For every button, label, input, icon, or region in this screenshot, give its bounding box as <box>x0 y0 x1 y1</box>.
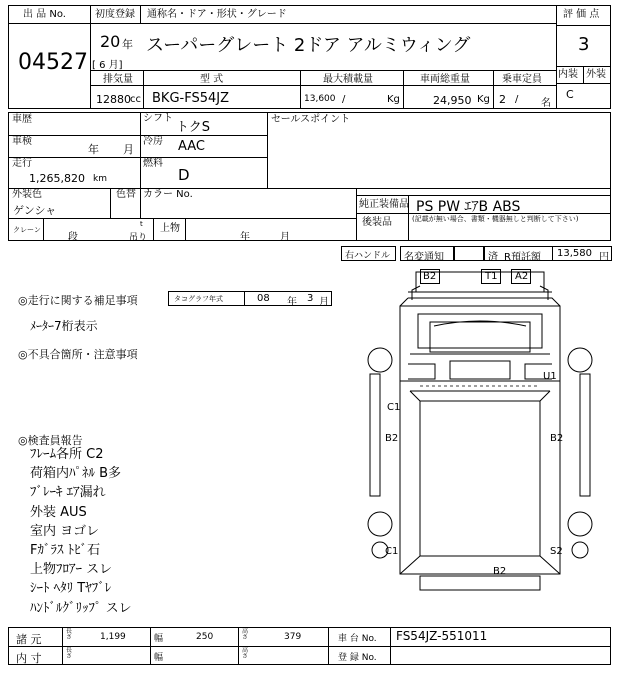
retrofit-label: 後装品 <box>362 217 392 228</box>
damage-mark: U1 <box>543 371 557 382</box>
interior-width-label: 幅 <box>154 653 164 663</box>
inspection-month-unit: 月 <box>123 143 134 156</box>
inspection-year-unit: 年 <box>88 143 99 156</box>
yen-unit: 円 <box>599 252 609 263</box>
equipment-value: PS PW ｴｱB ABS <box>416 199 521 215</box>
mileage-value: 1,265,820 <box>29 172 85 185</box>
width-label: 幅 <box>154 634 164 644</box>
upper-month-unit: 月 <box>280 232 290 243</box>
tachograph-year-unit: 年 <box>287 297 297 308</box>
chassis-number: FS54JZ-551011 <box>396 629 488 643</box>
defects-title: ◎不具合箇所・注意事項 <box>18 348 138 361</box>
registration-year: 20 <box>100 32 121 51</box>
damage-mark: B2 <box>423 271 437 282</box>
upper-year-unit: 年 <box>240 232 250 243</box>
displacement-label: 排気量 <box>103 74 133 85</box>
capacity-separator: / <box>515 94 519 105</box>
inspector-item: ｼｰﾄ ﾍﾀﾘ Tﾔﾌﾞﾚ <box>30 581 112 597</box>
lot-label: 出 品 No. <box>23 9 66 20</box>
tachograph-month: 3 <box>307 293 314 304</box>
gross-weight-label: 車両総重量 <box>420 74 470 85</box>
max-load-value: 13,600 <box>304 94 336 104</box>
inspector-item: ﾌﾚｰﾑ各所 C2 <box>30 447 104 462</box>
overall-grade: 3 <box>578 34 590 55</box>
history-label: 車歴 <box>12 114 32 125</box>
model-label: 型 式 <box>200 74 224 85</box>
exterior-grade-label: 外装 <box>586 69 606 80</box>
vehicle-title: スーパーグレート 2ドア アルミウィング <box>146 35 471 56</box>
max-load-label: 最大積載量 <box>323 74 373 85</box>
mileage-note: ﾒｰﾀｰ7桁表示 <box>30 319 98 333</box>
retrofit-note: (記載が無い場合、書類・機器無しと判断して下さい) <box>412 215 579 223</box>
grade-label: 評 価 点 <box>563 9 600 20</box>
inspector-item: ﾌﾞﾚｰｷ ｴｱ漏れ <box>30 485 106 501</box>
fuel-value: D <box>178 166 190 184</box>
r-deposit-label: R預託額 <box>504 252 541 263</box>
inspector-report-list <box>30 445 132 618</box>
capacity-label: 乗車定員 <box>502 74 542 85</box>
damage-mark: T1 <box>485 271 498 282</box>
crane-label: クレーン <box>13 226 41 234</box>
inspector-report-title: ◎検査員報告 <box>18 434 83 447</box>
registration-year-unit: 年 <box>122 38 133 51</box>
upper-body-label: 上物 <box>160 223 180 234</box>
interior-grade-label: 内装 <box>558 69 578 80</box>
interior-length-label: 長さ <box>66 647 73 660</box>
exterior-color-label: 外装色 <box>12 189 42 200</box>
crane-ton: t <box>140 220 143 228</box>
vehicle-name-label: 通称名・ドア・形状・グレード <box>147 9 287 20</box>
gross-weight-unit: Kg <box>477 94 490 105</box>
length-value: 1,199 <box>100 632 126 642</box>
recycle-box <box>454 246 484 261</box>
displacement-unit: cc <box>130 94 141 105</box>
capacity-value: 2 <box>499 93 506 106</box>
interior-dims-label: 内 寸 <box>16 652 42 665</box>
first-registration-label: 初度登録 <box>95 9 135 20</box>
width-value: 250 <box>196 632 214 642</box>
inspector-item: 上物ﾌﾛｱｰ スレ <box>30 562 113 578</box>
damage-mark: C1 <box>387 402 401 413</box>
recycle-status: 済 <box>488 252 498 263</box>
r-deposit-value: 13,580 <box>557 248 592 259</box>
damage-mark: B2 <box>550 433 564 444</box>
mileage-unit: km <box>93 174 107 184</box>
max-load-unit: Kg <box>387 94 400 105</box>
selling-points-label: セールスポイント <box>271 114 351 125</box>
registration-number-label: 登 録 No. <box>338 653 377 663</box>
tachograph-label: タコグラフ年式 <box>174 295 223 303</box>
equipment-label: 純正装備品 <box>359 199 409 210</box>
height-value: 379 <box>284 632 302 642</box>
fuel-label: 燃料 <box>143 158 163 169</box>
damage-mark: S2 <box>550 546 563 557</box>
exterior-color-value: ゲンシャ <box>13 204 57 217</box>
damage-mark: B2 <box>493 566 507 577</box>
name-change-notice: 名変通知 <box>404 252 444 263</box>
crane-hang: 吊り <box>129 233 148 243</box>
inspector-item: Fｶﾞﾗｽ ﾄﾋﾞ石 <box>30 543 101 559</box>
inspector-item: 外装 AUS <box>30 504 87 520</box>
inspector-item: 室内 ヨゴレ <box>30 523 100 539</box>
registration-month: [ 6 月] <box>92 60 123 71</box>
displacement-value: 12880 <box>96 93 131 106</box>
interior-height-label: 高さ <box>242 647 249 660</box>
color-change-label: 色替 <box>116 189 136 200</box>
gross-weight-value: 24,950 <box>433 94 472 107</box>
inspection-label: 車検 <box>12 136 32 147</box>
shift-label: シフト <box>143 113 173 124</box>
tachograph-month-unit: 月 <box>319 297 329 308</box>
mileage-label: 走行 <box>12 158 32 169</box>
specs-label: 諸 元 <box>16 633 42 646</box>
lot-number: 04527 <box>18 50 88 75</box>
model-code: BKG-FS54JZ <box>152 91 229 106</box>
damage-mark: A2 <box>515 271 529 282</box>
shift-value: トクS <box>176 120 210 135</box>
color-number-label: カラー No. <box>143 189 193 200</box>
ac-value: AAC <box>178 139 205 154</box>
ac-label: 冷房 <box>143 136 163 147</box>
mileage-notes-title: ◎走行に関する補足事項 <box>18 294 138 307</box>
damage-mark: B2 <box>385 433 399 444</box>
drive-side: 右ハンドル <box>345 251 391 261</box>
inspector-item: 荷箱内ﾊﾟﾈﾙ B多 <box>30 466 122 482</box>
chassis-label: 車 台 No. <box>338 634 377 644</box>
max-load-separator: / <box>342 94 346 105</box>
tachograph-year: 08 <box>257 293 270 304</box>
height-label: 高さ <box>242 628 249 641</box>
length-label: 長さ <box>66 628 73 641</box>
inspector-item: ﾊﾝﾄﾞﾙｸﾞﾘｯﾌﾟ スレ <box>30 600 132 616</box>
capacity-unit: 名 <box>541 98 551 109</box>
damage-mark: C1 <box>385 546 399 557</box>
interior-grade: C <box>566 88 574 101</box>
crane-stage: 段 <box>68 232 78 243</box>
